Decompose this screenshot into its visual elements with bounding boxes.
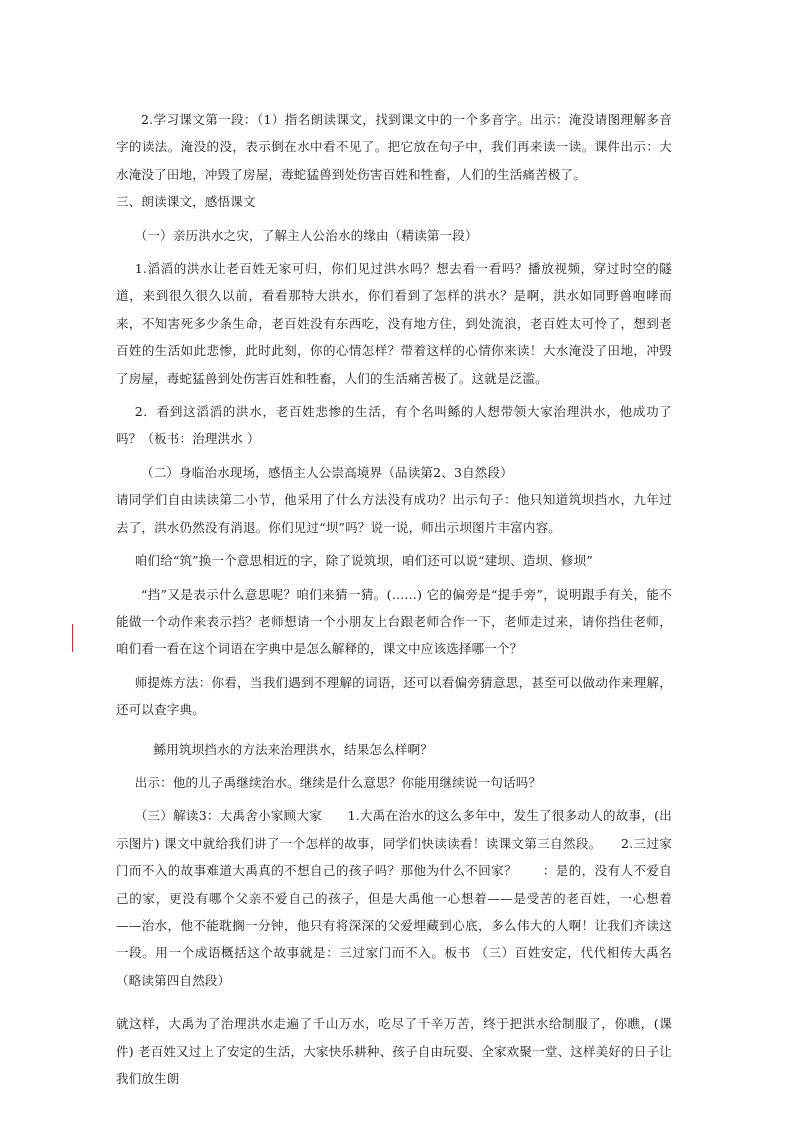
paragraph-flood: 1.滔滔的洪水让老百姓无家可归，你们见过洪水吗？想去看一看吗？播放视频，穿过时空的隧道，来到很久很久以前，看看那特大洪水，你们看到了怎样的洪水？是啊，洪水如同野兽咆哮而来，不知害死多少条生命，老百姓没有东西吃，没有地方住，到处流浪，老百姓太可怜了，想到老百姓的生活如此悲惨，此时此刻，你的心情怎样？带着这样的心情你来读！大水淹没了田地，冲毁了房屋，毒蛇猛兽到处伤害百姓和牲畜，人们的生活痛苦极了。这就是泛滥。	[116, 261, 672, 386]
subheading-2: （二）身临治水现场，感悟主人公崇高境界（品读第2、3自然段）	[141, 464, 513, 480]
paragraph-self-read: 请同学们自由读读第二小节，他采用了什么方法没有成功？出示句子：他只知道筑坝挡水，九年过去了，洪水仍然没有消退。你们见过“坝”吗？说一说，师出示坝图片丰富内容。	[116, 492, 672, 535]
document-body	[116, 106, 672, 1092]
margin-mark	[72, 624, 73, 652]
paragraph-gun: 2．看到这滔滔的洪水，老百姓悲惨的生活，有个名叫鲧的人想带领大家治理洪水，他成功了吗？（板书：治理洪水 ）	[116, 404, 672, 447]
paragraph-conclusion: 就这样，大禹为了治理洪水走遍了千山万水，吃尽了千辛万苦，终于把洪水给制服了，你瞧，(课件) 老百姓又过上了安定的生活，大家快乐耕种、孩子自由玩耍、全家欢聚一堂、这样美好的日子让我们放生朗	[116, 1016, 672, 1086]
section-heading-3: 三、朗读课文，感悟课文	[116, 194, 256, 210]
paragraph-learn-first-section: 2.学习课文第一段：（1）指名朗读课文，找到课文中的一个多音字。出示：淹没请图理解多音字的读法。淹没的没，表示倒在水中看不见了。把它放在句子中，我们再来读一读。课件出示：大水淹没了田地，冲毁了房屋，毒蛇猛兽到处伤害百姓和牲畜，人们的生活痛苦极了。	[116, 112, 672, 182]
paragraph-subheading-3: （三）解读3：大禹舍小家顾大家 1.大禹在治水的这么多年中，发生了很多动人的故事，(出示图片) 课文中就给我们讲了一个怎样的故事，同学们快读读看！读课文第三自然段。 2.三过家门而不入的故事难道大禹真的不想自己的孩子吗？那他为什么不回家？ ：是的，没有人不爱自己的家，更没有哪个父亲不爱自己的孩子，但是大禹他一心想着——是受苦的老百姓，一心想着——治水，他不能耽搁一分钟，他只有将深深的父爱埋藏到心底，多么伟大的人啊！让我们齐读这一段。用一个成语概括这个故事就是：三过家门而不入。板书 （三）百姓安定，代代相传大禹名（略读第四自然段）	[116, 808, 672, 988]
subheading-1: （一）亲历洪水之灾，了解主人公治水的缘由（精读第一段）	[134, 227, 478, 243]
paragraph-zhu: 咱们给“筑”换一个意思相近的字，除了说筑坝，咱们还可以说“建坝、造坝、修坝”	[134, 553, 593, 569]
paragraph-continue: 出示：他的儿子禹继续治水。继续是什么意思？你能用继续说一句话吗？	[134, 774, 542, 790]
paragraph-method: 师提炼方法：你看，当我们遇到不理解的词语，还可以看偏旁猜意思，甚至可以做动作来理解，还可以查字典。	[116, 674, 672, 718]
paragraph-dang: “挡”又是表示什么意思呢？咱们来猜一猜。(……) 它的偏旁是“提手旁”，说明跟手有关，能不能做一个动作来表示挡？老师想请一个小朋友上台跟老师合作一下，老师走过来，请你挡住老师，咱们看一看在这个词语在字典中是怎么解释的，课文中应该选择哪一个？	[116, 586, 672, 657]
paragraph-result: 鲧用筑坝挡水的方法来治理洪水，结果怎么样啊？	[153, 741, 433, 757]
